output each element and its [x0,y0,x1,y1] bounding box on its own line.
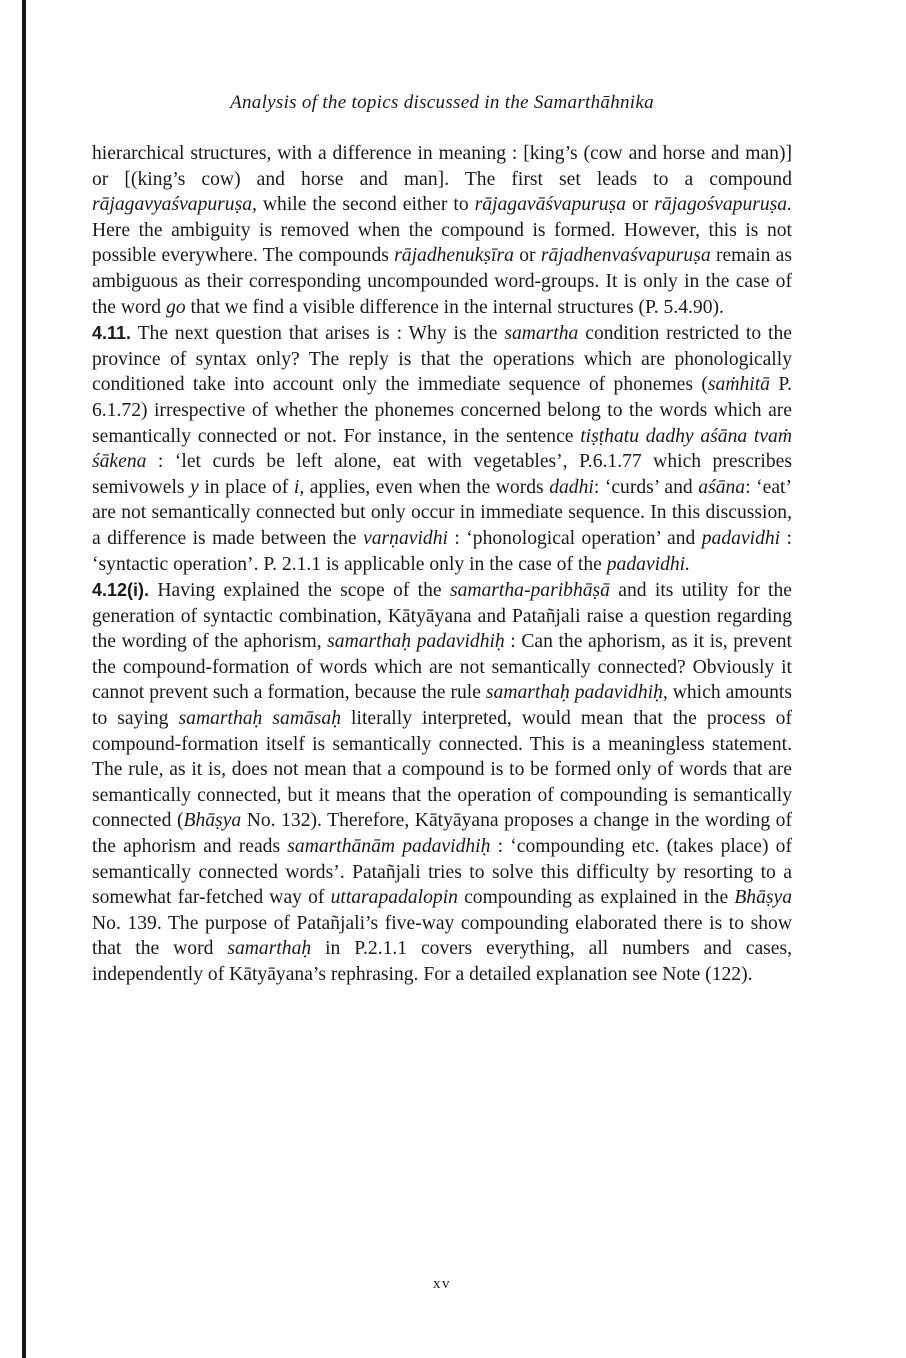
italic-term: samartha [504,323,579,345]
italic-term: Bhāṣya [183,810,242,832]
text-run: condition restricted to the province of syntax only? The reply is that the operations which are phonologically conditioned take into account only the immediate sequence of phonemes ( [92,323,792,396]
italic-term: samarthaḥ padavidhiḥ [327,631,505,653]
italic-term: y [190,476,199,498]
text-run: literally interpreted, would mean that the process of compound-formation itself is semantically connected. This is a meaningless statement. The rule, as it is, does not mean that a compound is to be formed only of words that are semantically connected, but it means that the operation of compounding is semantically connected ( [92,708,792,832]
italic-term: aśāna [698,476,746,498]
italic-term: samarthaḥ samāsaḥ [178,708,341,730]
text-run: applies, even when the words [304,476,550,498]
running-header: Analysis of the topics discussed in the Samarthāhnika [230,92,654,113]
text-run: P. 6.1.72) irrespective of whether the phonemes concerned belong to the words which are semantically connected or not. For instance, in the sentence [92,374,792,447]
text-run: Here the ambiguity is removed when the compound is formed. However, this is not possible everywhere. The compounds [92,219,792,267]
text-run: in place of [198,476,294,498]
italic-term: Bhāṣya [734,887,792,909]
italic-term: rājadhenukṣīra [394,245,514,267]
text-run: : ‘eat’ are not semantically connected but only occur in immediate sequence. In this discussion, a difference is made between the [92,476,792,549]
italic-term: dadhi [549,476,594,498]
text-run: : ‘phonological operation’ and [447,527,702,549]
italic-term: rājadhenvaśvapuruṣa [540,245,711,267]
text-run: while the second either to [256,194,475,216]
paragraph [92,578,792,988]
italic-term: samartha-paribhāṣā [449,580,610,602]
italic-term: uttarapadalopin [330,887,458,909]
body-text [92,141,792,988]
text-run: and its utility for the generation of syntactic combination, Kātyāyana and Patañjali raise a question regarding the wording of the aphorism, [92,580,792,653]
italic-term: samarthānām padavidhiḥ [287,836,491,858]
binding-rule-line [22,0,26,1358]
text-run: The next question that arises is : Why is the [131,323,505,345]
text-run: in P.2.1.1 covers everything, all numbers and cases, independently of Kātyāyana’s rephrasing. For a detailed explanation see Note (122). [92,938,792,985]
italic-term: samarthaḥ [227,938,312,960]
italic-term: go [166,296,186,318]
text-run: remain as ambiguous as their corresponding uncompounded word-groups. It is only in the case of the word [92,245,792,318]
text-run: No. 139. The purpose of Patañjali’s five-way compounding elaborated there is to show that the word [92,912,792,960]
page-number: xv [433,1276,451,1292]
paragraph [92,321,792,577]
text-run: : ‘syntactic operation’. P. 2.1.1 is applicable only in the case of the [92,527,793,575]
text-run: that we find a visible difference in the internal structures (P. 5.4.90). [185,296,724,318]
italic-term: rājagavāśvapuruṣa [474,194,626,216]
text-run: or [513,245,541,267]
italic-term: samarthaḥ padavidhiḥ, [485,682,668,704]
section-number: 4.12(i). [92,580,150,601]
text-run: compounding as explained in the [457,887,735,909]
text-run: : ‘let curds be left alone, eat with vegetables’, P.6.1.77 which prescribes semivowels [92,451,792,498]
text-run: No. 132). Therefore, Kātyāyana proposes a change in the wording of the aphorism and reads [92,810,793,858]
text-run: Having explained the scope of the [149,580,450,602]
text-run: which amounts to saying [92,682,792,730]
italic-term: varṇavidhi [363,527,448,549]
text-run: : ‘compounding etc. (takes place) of semantically connected words’. Patañjali tries to solve this difficulty by resorting to a somewhat far-fetched way of [92,836,792,909]
section-number: 4.11. [92,323,132,344]
italic-term: rājagośvapuruṣa. [654,194,792,216]
italic-term: i, [293,476,305,498]
italic-term: saṁhitā [707,374,770,396]
italic-term: rājagavyaśvapuruṣa, [92,194,257,216]
italic-term: tiṣṭhatu dadhy aśāna tvaṁ śākena [92,425,792,473]
text-run: : Can the aphorism, as it is, prevent the compound-formation of words which are not semantically connected? Obviously it cannot prevent such a formation, because the rule [92,631,792,704]
text-run: : ‘curds’ and [593,476,699,498]
italic-term: padavidhi [701,527,781,549]
text-run: hierarchical structures, with a difference in meaning : [king’s (cow and horse and man)] or [(king’s cow) and horse and man]. The first set leads to a compound [92,143,792,190]
paragraph [92,141,792,320]
italic-term: padavidhi. [606,553,691,575]
text-run: or [625,194,655,216]
